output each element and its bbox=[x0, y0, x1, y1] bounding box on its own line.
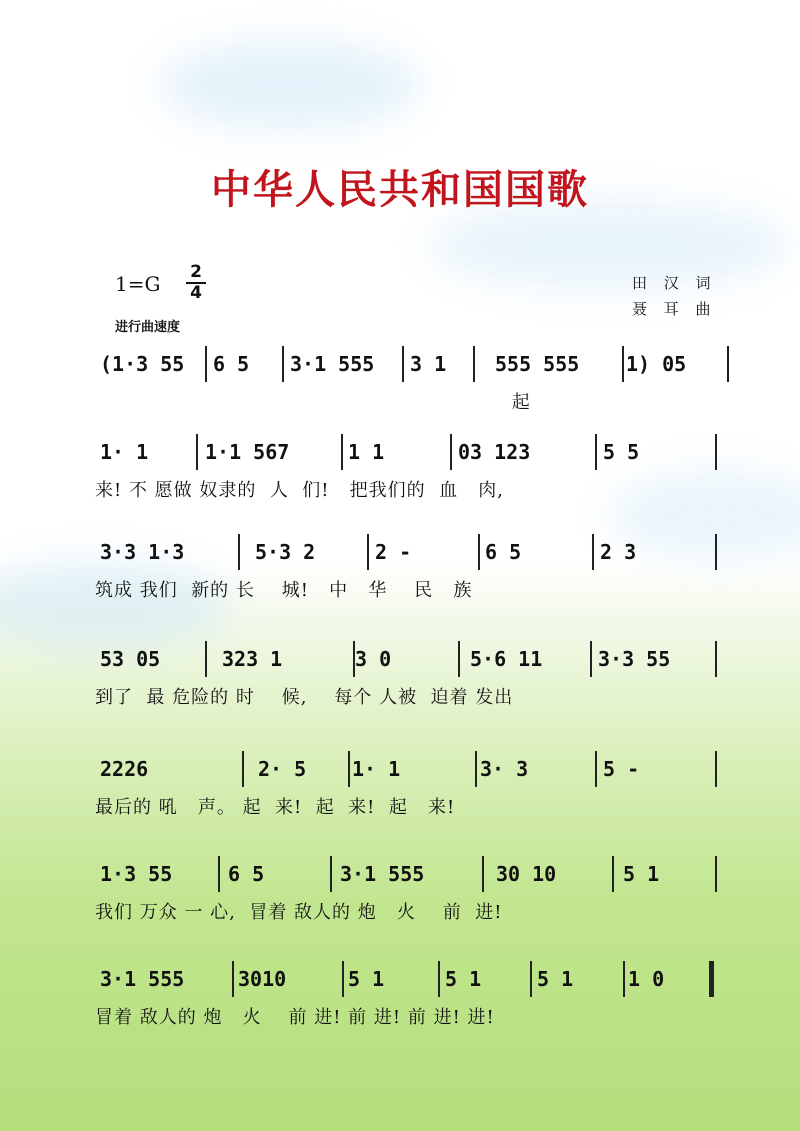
lyricist-credit: 田 汉 词 bbox=[632, 274, 717, 292]
measure-notes: 5 - bbox=[603, 757, 640, 781]
bar-line bbox=[727, 346, 729, 382]
bar-line bbox=[715, 434, 717, 470]
measure-notes: 2· 5 bbox=[258, 757, 307, 781]
bar-line bbox=[330, 856, 332, 892]
bar-line bbox=[218, 856, 220, 892]
time-signature bbox=[186, 264, 206, 302]
measure-notes: 03 123 bbox=[458, 440, 531, 464]
bar-line bbox=[353, 641, 355, 677]
bar-line bbox=[595, 751, 597, 787]
measure-notes: 1·3 55 bbox=[100, 862, 173, 886]
bar-line bbox=[482, 856, 484, 892]
measure-notes: 1·1 567 bbox=[205, 440, 290, 464]
lyrics-line: 最后的 吼 声。 起 来! 起 来! 起 来! bbox=[95, 797, 456, 818]
measure-notes: 3·1 555 bbox=[290, 352, 375, 376]
measure-notes: 3010 bbox=[238, 967, 287, 991]
bar-line bbox=[473, 346, 475, 382]
measure-notes: 2226 bbox=[100, 757, 149, 781]
measure-notes: 6 5 bbox=[213, 352, 250, 376]
measure-notes: 3·1 555 bbox=[340, 862, 425, 886]
measure-notes: 6 5 bbox=[228, 862, 265, 886]
bar-line bbox=[530, 961, 532, 997]
bar-line bbox=[438, 961, 440, 997]
bar-line bbox=[715, 534, 717, 570]
bar-line bbox=[242, 751, 244, 787]
measure-notes: 5·3 2 bbox=[255, 540, 316, 564]
measure-notes: 3·1 555 bbox=[100, 967, 185, 991]
bar-line bbox=[205, 641, 207, 677]
bar-line bbox=[612, 856, 614, 892]
bar-line bbox=[367, 534, 369, 570]
measure-notes: 5 5 bbox=[603, 440, 640, 464]
measure-notes: 3· 3 bbox=[480, 757, 529, 781]
measure-notes: 5 1 bbox=[623, 862, 660, 886]
time-signature-bottom: 4 bbox=[190, 283, 202, 303]
measure-notes: 5 1 bbox=[348, 967, 385, 991]
bar-line bbox=[232, 961, 234, 997]
measure-notes: 1· 1 bbox=[100, 440, 149, 464]
measure-notes: 3 0 bbox=[355, 647, 392, 671]
bar-line bbox=[715, 751, 717, 787]
lyrics-line: 到了 最 危险的 时 候, 每个 人被 迫着 发出 bbox=[95, 687, 514, 708]
bar-line bbox=[341, 434, 343, 470]
bar-line bbox=[458, 641, 460, 677]
measure-notes: 3 1 bbox=[410, 352, 447, 376]
bar-line bbox=[595, 434, 597, 470]
bar-line bbox=[478, 534, 480, 570]
measure-notes: 30 10 bbox=[496, 862, 557, 886]
measure-notes: 323 1 bbox=[222, 647, 283, 671]
composer-credit: 聂 耳 曲 bbox=[632, 300, 717, 318]
lyrics-line: 筑成 我们 新的 长 城! 中 华 民 族 bbox=[95, 580, 473, 601]
bar-line bbox=[709, 961, 714, 997]
cloud-decoration bbox=[0, 560, 230, 650]
measure-notes: 5 1 bbox=[537, 967, 574, 991]
lyrics-line: 起 bbox=[95, 392, 531, 413]
bar-line bbox=[342, 961, 344, 997]
lyrics-line: 我们 万众 一 心, 冒着 敌人的 炮 火 前 进! bbox=[95, 902, 503, 923]
measure-notes: 5·6 11 bbox=[470, 647, 543, 671]
tempo-marking: 进行曲速度 bbox=[115, 320, 181, 335]
measure-notes: 2 3 bbox=[600, 540, 637, 564]
measure-notes: 555 555 bbox=[495, 352, 580, 376]
measure-notes: 3·3 55 bbox=[598, 647, 671, 671]
measure-notes: 3·3 1·3 bbox=[100, 540, 185, 564]
bar-line bbox=[205, 346, 207, 382]
measure-notes: 1 1 bbox=[348, 440, 385, 464]
measure-notes: 1 0 bbox=[628, 967, 665, 991]
measure-notes: 1) 05 bbox=[626, 352, 687, 376]
measure-notes: 2 - bbox=[375, 540, 412, 564]
time-signature-top: 2 bbox=[190, 262, 202, 282]
lyrics-line: 冒着 敌人的 炮 火 前 进! 前 进! 前 进! 进! bbox=[95, 1007, 495, 1028]
measure-notes: (1·3 55 bbox=[100, 352, 185, 376]
bar-line bbox=[592, 534, 594, 570]
bar-line bbox=[238, 534, 240, 570]
measure-notes: 1· 1 bbox=[352, 757, 401, 781]
bar-line bbox=[450, 434, 452, 470]
measure-notes: 53 05 bbox=[100, 647, 161, 671]
bar-line bbox=[475, 751, 477, 787]
song-title: 中华人民共和国国歌 bbox=[211, 166, 589, 213]
lyrics-line: 来! 不 愿做 奴隶的 人 们! 把我们的 血 肉, bbox=[95, 480, 505, 501]
measure-notes: 5 1 bbox=[445, 967, 482, 991]
bar-line bbox=[402, 346, 404, 382]
cloud-decoration bbox=[160, 40, 420, 130]
bar-line bbox=[348, 751, 350, 787]
bar-line bbox=[196, 434, 198, 470]
bar-line bbox=[623, 961, 625, 997]
bar-line bbox=[590, 641, 592, 677]
measure-notes: 6 5 bbox=[485, 540, 522, 564]
bar-line bbox=[715, 641, 717, 677]
bar-line bbox=[282, 346, 284, 382]
bar-line bbox=[622, 346, 624, 382]
key-signature: 1=G bbox=[115, 272, 161, 296]
bar-line bbox=[715, 856, 717, 892]
